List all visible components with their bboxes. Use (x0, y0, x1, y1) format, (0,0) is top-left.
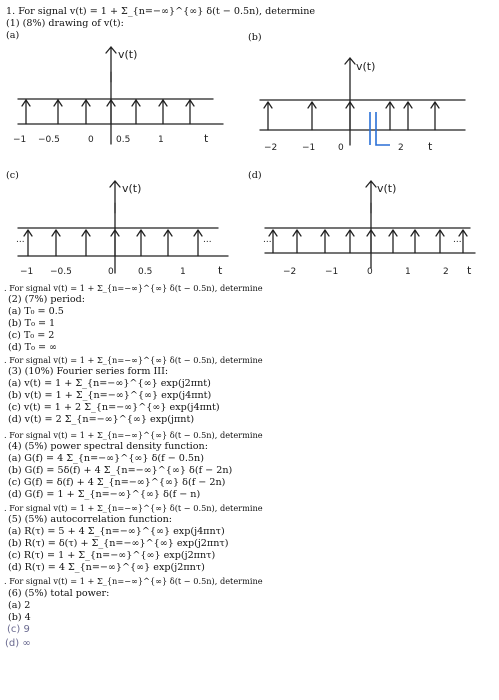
sketch-d-tick-2: 0 (367, 267, 373, 277)
question-5-option-a: (a) R(τ) = 5 + 4 Σ_{n=−∞}^{∞} exp(j4πnτ) (8, 526, 225, 537)
question-5-option-d: (d) R(τ) = 4 Σ_{n=−∞}^{∞} exp(j2πnτ) (8, 562, 205, 573)
sketch-d-dots-right: ... (453, 235, 462, 245)
question-6-option-c-handwritten: (c) 9 (7, 624, 30, 635)
diagram-label-b: (b) (248, 32, 262, 43)
question-6-option-a: (a) 2 (8, 600, 31, 611)
sketch-d-tick-3: 1 (405, 267, 411, 277)
question-5-prefix: . For signal v(t) = 1 + Σ_{n=−∞}^{∞} δ(t − 0.5n), determine (4, 503, 263, 513)
sketch-a-ylabel: v(t) (118, 48, 138, 61)
sketch-b-tick-3: 2 (398, 143, 404, 153)
question-2-option-a: (a) T₀ = 0.5 (8, 306, 64, 317)
question-3-option-b: (b) v(t) = 1 + Σ_{n=−∞}^{∞} exp(j4πnt) (8, 390, 212, 401)
sketch-c (8, 178, 238, 283)
question-2-option-d: (d) T₀ = ∞ (8, 342, 58, 353)
sketch-b-tick-1: −1 (302, 143, 316, 153)
sketch-d-tick-0: −2 (283, 267, 297, 277)
diagram-label-c: (c) (6, 170, 19, 181)
sketch-a-xlabel: t (204, 132, 209, 145)
sketch-b-tick-2: 0 (338, 143, 344, 153)
sketch-c-tick-1: −0.5 (50, 267, 72, 277)
question-4-title: (4) (5%) power spectral density function: (8, 441, 208, 452)
sketch-a-tick-0: −1 (13, 135, 27, 145)
question-3-title: (3) (10%) Fourier series form III: (8, 366, 169, 377)
sketch-c-xlabel: t (218, 264, 223, 277)
sketch-c-tick-2: 0 (108, 267, 114, 277)
question-4-option-b: (b) G(f) = 5δ(f) + 4 Σ_{n=−∞}^{∞} δ(f − 2n) (8, 465, 233, 476)
question-4-option-a: (a) G(f) = 4 Σ_{n=−∞}^{∞} δ(f − 0.5n) (8, 453, 204, 464)
sketch-b-ylabel: v(t) (356, 60, 376, 73)
sketch-d (255, 178, 485, 283)
question-2-option-b: (b) T₀ = 1 (8, 318, 56, 329)
sketch-c-tick-0: −1 (20, 267, 34, 277)
diagram-label-d: (d) (248, 170, 262, 181)
sketch-c-dots-right: ... (203, 235, 212, 245)
question-5-option-c: (c) R(τ) = 1 + Σ_{n=−∞}^{∞} exp(j2πnτ) (8, 550, 216, 561)
question-4-option-c: (c) G(f) = δ(f) + 4 Σ_{n=−∞}^{∞} δ(f − 2n) (8, 477, 226, 488)
sketch-c-ylabel: v(t) (122, 182, 142, 195)
sketch-d-tick-1: −1 (325, 267, 339, 277)
sketch-d-dots-left: ... (263, 235, 272, 245)
sketch-d-xlabel: t (467, 264, 472, 277)
sketch-d-ylabel: v(t) (377, 182, 397, 195)
question-5-option-b: (b) R(τ) = δ(τ) + Σ_{n=−∞}^{∞} exp(j2πnτ) (8, 538, 229, 549)
sketch-b-tick-0: −2 (264, 143, 278, 153)
sketch-b (250, 50, 480, 160)
question-6-option-b: (b) 4 (8, 612, 31, 623)
sketch-a-tick-3: 0.5 (116, 135, 131, 145)
sketch-b-xlabel: t (428, 140, 433, 153)
question-3-option-d: (d) v(t) = 2 Σ_{n=−∞}^{∞} exp(jπnt) (8, 414, 195, 425)
question-4-prefix: . For signal v(t) = 1 + Σ_{n=−∞}^{∞} δ(t − 0.5n), determine (4, 430, 263, 440)
sketch-a-tick-1: −0.5 (38, 135, 60, 145)
question-6-option-d-handwritten: (d) ∞ (5, 638, 31, 649)
question-2-option-c: (c) T₀ = 2 (8, 330, 55, 341)
question-2-prefix: . For signal v(t) = 1 + Σ_{n=−∞}^{∞} δ(t − 0.5n), determine (4, 283, 263, 293)
question-5-title: (5) (5%) autocorrelation function: (8, 514, 173, 525)
sketch-c-dots-left: ... (16, 235, 25, 245)
question-2-title: (2) (7%) period: (8, 294, 86, 305)
sketch-c-tick-3: 0.5 (138, 267, 153, 277)
question-6-prefix: . For signal v(t) = 1 + Σ_{n=−∞}^{∞} δ(t − 0.5n), determine (4, 576, 263, 586)
sketch-a-tick-4: 1 (158, 135, 164, 145)
question-3-option-c: (c) v(t) = 1 + 2 Σ_{n=−∞}^{∞} exp(j4πnt) (8, 402, 220, 413)
question-3-option-a: (a) v(t) = 1 + Σ_{n=−∞}^{∞} exp(j2πnt) (8, 378, 211, 389)
question-3-prefix: . For signal v(t) = 1 + Σ_{n=−∞}^{∞} δ(t − 0.5n), determine (4, 355, 263, 365)
question-4-option-d: (d) G(f) = 1 + Σ_{n=−∞}^{∞} δ(f − n) (8, 489, 201, 500)
sketch-a-tick-2: 0 (88, 135, 94, 145)
sketch-a (8, 44, 238, 154)
sketch-d-tick-4: 2 (443, 267, 449, 277)
question-6-title: (6) (5%) total power: (8, 588, 110, 599)
question-1-part-title: (1) (8%) drawing of v(t): (6, 18, 124, 29)
question-1-header: 1. For signal v(t) = 1 + Σ_{n=−∞}^{∞} δ(t − 0.5n), determine (6, 6, 316, 17)
diagram-label-a: (a) (6, 30, 20, 41)
sketch-c-tick-4: 1 (180, 267, 186, 277)
